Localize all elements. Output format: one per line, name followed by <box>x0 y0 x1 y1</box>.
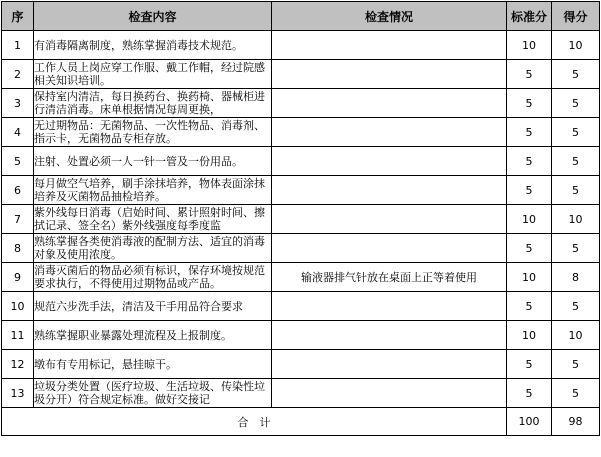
check-content: 每月做空气培养，刷手涂抹培养，物体表面涂抹培养及灭菌物品抽检培养。 <box>34 176 272 205</box>
table-row <box>2 350 600 379</box>
table-row <box>2 176 600 205</box>
check-status <box>272 321 507 350</box>
row-number: 6 <box>2 176 34 205</box>
standard-score: 5 <box>507 89 552 118</box>
check-content: 保持室内清洁，每日换药台、换药椅、器械柜进行清洁消毒。床单根据情况每周更换， <box>34 89 272 118</box>
actual-score: 5 <box>552 89 600 118</box>
actual-score: 5 <box>552 350 600 379</box>
actual-score: 10 <box>552 205 600 234</box>
check-status <box>272 234 507 263</box>
row-number: 4 <box>2 118 34 147</box>
check-status <box>272 176 507 205</box>
header-no: 序 <box>2 2 34 31</box>
check-status <box>272 205 507 234</box>
check-content: 工作人员上岗应穿工作服、戴工作帽，经过院感相关知识培训。 <box>34 60 272 89</box>
standard-score: 5 <box>507 234 552 263</box>
header-status: 检查情况 <box>272 2 507 31</box>
table-row <box>2 31 600 60</box>
total-row <box>2 408 600 436</box>
table-row <box>2 147 600 176</box>
table-row <box>2 89 600 118</box>
actual-score: 5 <box>552 118 600 147</box>
standard-score: 5 <box>507 350 552 379</box>
check-status <box>272 350 507 379</box>
standard-score: 10 <box>507 321 552 350</box>
row-number: 8 <box>2 234 34 263</box>
row-number: 9 <box>2 263 34 292</box>
total-score: 98 <box>552 408 600 436</box>
standard-score: 5 <box>507 176 552 205</box>
standard-score: 10 <box>507 31 552 60</box>
check-status <box>272 147 507 176</box>
actual-score: 5 <box>552 147 600 176</box>
standard-score: 5 <box>507 292 552 321</box>
row-number: 1 <box>2 31 34 60</box>
table-row <box>2 234 600 263</box>
row-number: 13 <box>2 379 34 408</box>
standard-score: 5 <box>507 60 552 89</box>
table-row <box>2 292 600 321</box>
check-content: 垃圾分类处置（医疗垃圾、生活垃圾、传染性垃圾分开）符合规定标准。做好交接记 <box>34 379 272 408</box>
actual-score: 5 <box>552 176 600 205</box>
check-content: 墩布有专用标记，悬挂晾干。 <box>34 350 272 379</box>
check-content: 有消毒隔离制度，熟练掌握消毒技术规范。 <box>34 31 272 60</box>
standard-score: 10 <box>507 263 552 292</box>
standard-score: 10 <box>507 205 552 234</box>
header-standard: 标准分 <box>507 2 552 31</box>
actual-score: 5 <box>552 60 600 89</box>
row-number: 2 <box>2 60 34 89</box>
total-standard: 100 <box>507 408 552 436</box>
check-content: 注射、处置必须一人一针一管及一份用品。 <box>34 147 272 176</box>
header-row <box>2 2 600 31</box>
total-label: 合 计 <box>2 408 507 436</box>
table-row <box>2 263 600 292</box>
row-number: 7 <box>2 205 34 234</box>
table-row <box>2 321 600 350</box>
check-content: 规范六步洗手法，清洁及干手用品符合要求 <box>34 292 272 321</box>
table-row <box>2 379 600 408</box>
check-status <box>272 118 507 147</box>
actual-score: 10 <box>552 321 600 350</box>
inspection-table <box>1 1 600 436</box>
check-content: 无过期物品：无菌物品、一次性物品、消毒剂、指示卡，无菌物品专柜存放。 <box>34 118 272 147</box>
standard-score: 5 <box>507 118 552 147</box>
header-content: 检查内容 <box>34 2 272 31</box>
check-content: 紫外线每日消毒（启始时间、累计照射时间、擦拭记录、签全名）紫外线强度每季度监 <box>34 205 272 234</box>
check-content: 熟练掌握职业暴露处理流程及上报制度。 <box>34 321 272 350</box>
actual-score: 5 <box>552 379 600 408</box>
row-number: 10 <box>2 292 34 321</box>
table-row <box>2 118 600 147</box>
check-status <box>272 89 507 118</box>
actual-score: 5 <box>552 234 600 263</box>
check-status <box>272 60 507 89</box>
actual-score: 8 <box>552 263 600 292</box>
check-content: 消毒灭菌后的物品必须有标识，保存环境按规范要求执行，不得使用过期物品或产品。 <box>34 263 272 292</box>
row-number: 3 <box>2 89 34 118</box>
row-number: 12 <box>2 350 34 379</box>
header-score: 得分 <box>552 2 600 31</box>
check-content: 熟练掌握各类使消毒液的配制方法、适宜的消毒对象及使用浓度。 <box>34 234 272 263</box>
actual-score: 10 <box>552 31 600 60</box>
row-number: 5 <box>2 147 34 176</box>
standard-score: 5 <box>507 147 552 176</box>
table-row <box>2 60 600 89</box>
check-status: 输液器排气针放在桌面上正等着使用 <box>272 263 507 292</box>
check-status <box>272 31 507 60</box>
standard-score: 5 <box>507 379 552 408</box>
actual-score: 5 <box>552 292 600 321</box>
table-row <box>2 205 600 234</box>
row-number: 11 <box>2 321 34 350</box>
check-status <box>272 292 507 321</box>
check-status <box>272 379 507 408</box>
